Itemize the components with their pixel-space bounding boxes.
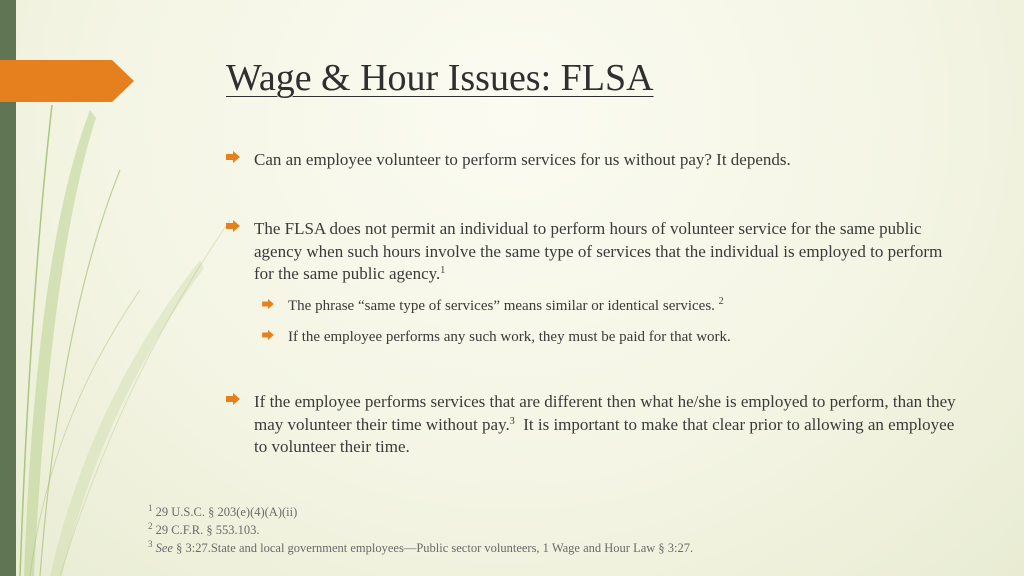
footnote-3: $^3$ See § 3:27.State and local government employees—Public sector volunteers, 1 Wage and Hour Law § 3:27. xyxy=(148,539,694,555)
arrow-bullet-icon xyxy=(262,330,274,340)
bullet-3 xyxy=(226,391,966,459)
orange-accent-tab xyxy=(0,60,134,102)
footnote-ref-3: 3 xyxy=(509,415,515,427)
bullet-3-text: If the employee performs services that are different then what he/she is employed to perform, than they may volunteer their time without pay.$^3$ It is important to make that clear prior to allowing an employee to volunteer their time. xyxy=(254,392,959,456)
bullet-2 xyxy=(226,218,966,286)
footnotes xyxy=(148,503,1008,557)
arrow-bullet-icon xyxy=(226,151,240,163)
sub-bullet-1 xyxy=(262,296,952,316)
arrow-bullet-icon xyxy=(226,220,240,232)
footnote-1: $^1$ 29 U.S.C. § 203(e)(4)(A)(ii) xyxy=(148,503,298,519)
slide-title: Wage & Hour Issues: FLSA xyxy=(226,57,654,99)
footnote-2: $^2$ 29 C.F.R. § 553.103. xyxy=(148,521,260,537)
arrow-bullet-icon xyxy=(262,299,274,309)
footnote-ref-2: 2 xyxy=(718,296,724,307)
sub-bullet-1-text: The phrase “same type of services” means similar or identical services. $^2$ xyxy=(288,296,724,314)
bullet-1-text: Can an employee volunteer to perform services for us without pay? It depends. xyxy=(254,150,791,169)
footnote-ref-1: 1 xyxy=(440,265,446,276)
sub-bullet-2-text: If the employee performs any such work, they must be paid for that work. xyxy=(288,329,731,345)
bullet-1 xyxy=(226,149,966,172)
bullet-2-text: The FLSA does not permit an individual to perform hours of volunteer service for the same public agency when such hours involve the same type of services that the individual is employed to perform for the same public agency.$^1$ xyxy=(254,219,943,283)
arrow-bullet-icon xyxy=(226,393,240,405)
sub-bullet-2 xyxy=(262,327,952,347)
